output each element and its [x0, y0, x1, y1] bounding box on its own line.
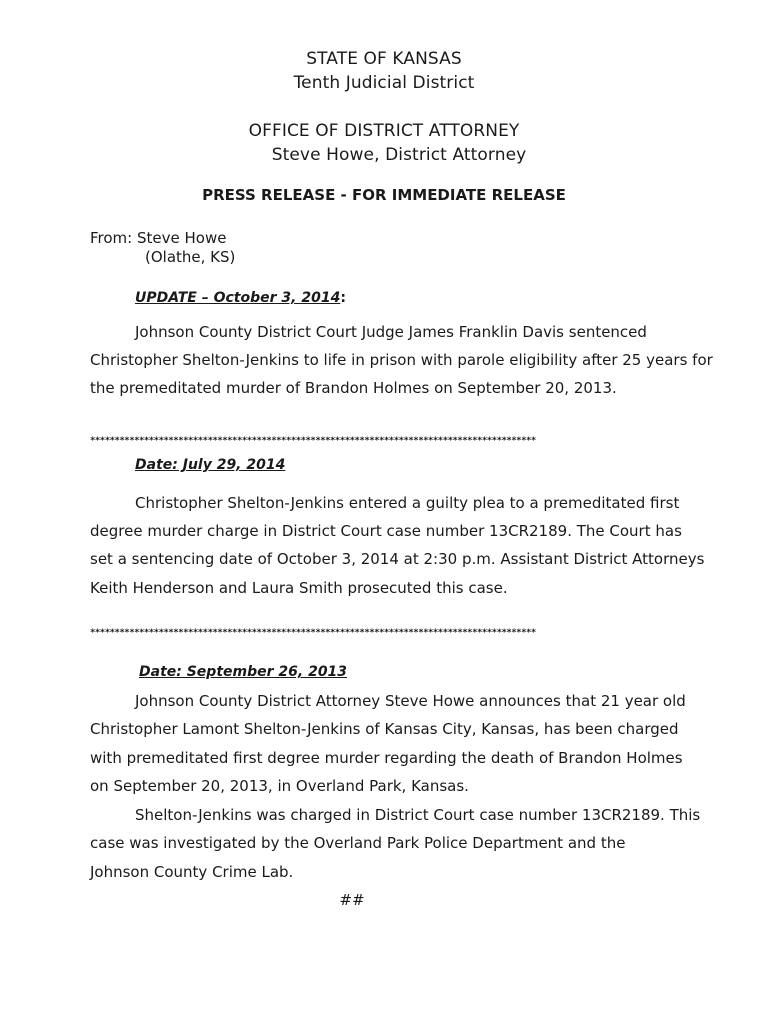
paragraph-line: Johnson County District Attorney Steve Howe announces that 21 year old	[135, 692, 686, 710]
office-heading: OFFICE OF DISTRICT ATTORNEY	[248, 121, 520, 141]
separator-line: *******************************************************************************************	[90, 628, 536, 638]
end-mark: ##	[339, 891, 365, 909]
from-location: (Olathe, KS)	[145, 248, 236, 266]
paragraph-line: on September 20, 2013, in Overland Park, Kansas.	[90, 777, 469, 795]
from-line: From: Steve Howe	[90, 229, 227, 247]
attorney-heading: Steve Howe, District Attorney	[271, 145, 527, 165]
paragraph-line: Christopher Shelton-Jenkins to life in prison with parole eligibility after 25 years for	[90, 351, 713, 369]
paragraph-line: Keith Henderson and Laura Smith prosecuted this case.	[90, 579, 508, 597]
state-heading: STATE OF KANSAS	[306, 49, 462, 69]
paragraph-line: the premeditated murder of Brandon Holmes on September 20, 2013.	[90, 379, 617, 397]
update-heading: UPDATE – October 3, 2014	[135, 290, 341, 306]
paragraph-line: case was investigated by the Overland Park Police Department and the	[90, 834, 626, 852]
paragraph-line: Christopher Shelton-Jenkins entered a guilty plea to a premeditated first	[135, 494, 680, 512]
paragraph-line: Christopher Lamont Shelton-Jenkins of Kansas City, Kansas, has been charged	[90, 720, 679, 738]
district-heading: Tenth Judicial District	[293, 73, 475, 93]
paragraph-line: Johnson County Crime Lab.	[90, 863, 294, 881]
update-heading-wrap	[135, 287, 346, 306]
separator-line: *******************************************************************************************	[90, 436, 536, 446]
paragraph-line: set a sentencing date of October 3, 2014 at 2:30 p.m. Assistant District Attorneys	[90, 550, 705, 568]
paragraph-line: with premeditated first degree murder regarding the death of Brandon Holmes	[90, 749, 683, 767]
september-date-heading: Date: September 26, 2013	[139, 664, 348, 680]
paragraph-line: Shelton-Jenkins was charged in District Court case number 13CR2189. This	[135, 806, 701, 824]
press-release-title: PRESS RELEASE - FOR IMMEDIATE RELEASE	[202, 186, 566, 204]
paragraph-line: degree murder charge in District Court case number 13CR2189. The Court has	[90, 522, 682, 540]
paragraph-line: Johnson County District Court Judge James Franklin Davis sentenced	[135, 323, 647, 341]
update-colon: :	[340, 290, 346, 306]
july-date-heading: Date: July 29, 2014	[135, 457, 286, 473]
